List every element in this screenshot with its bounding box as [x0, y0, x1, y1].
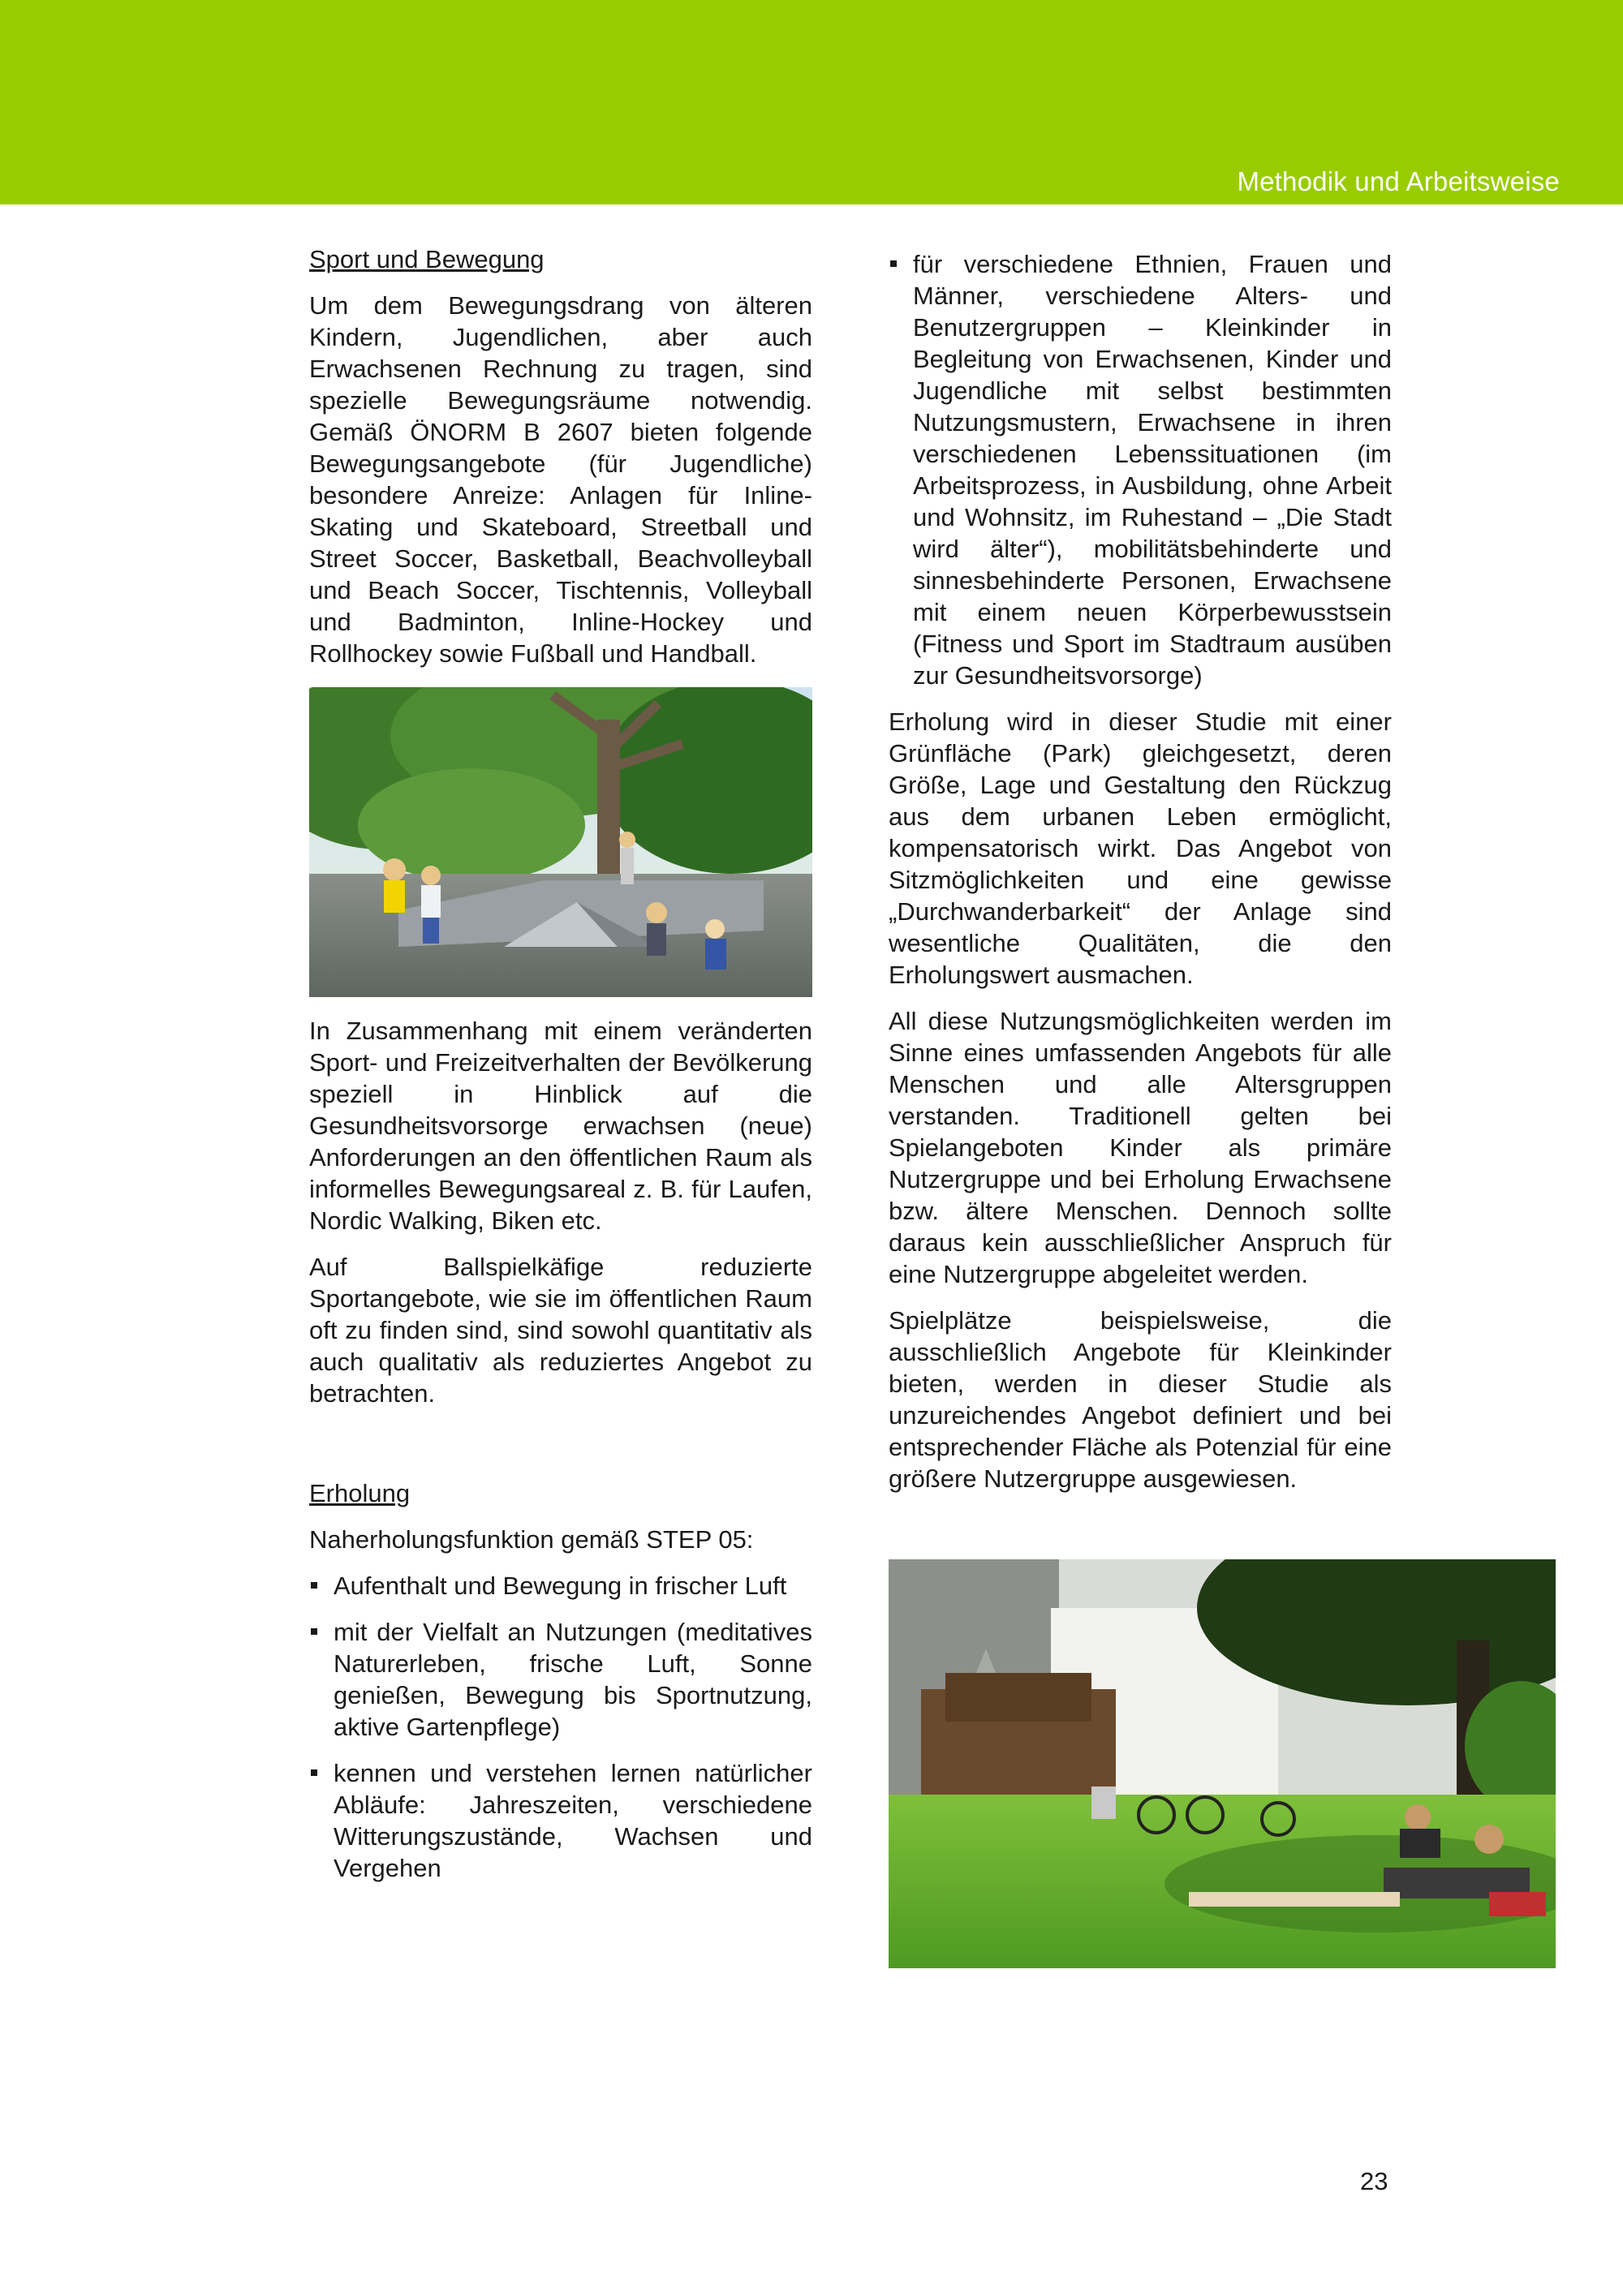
- sport-paragraph: Um dem Bewegungsdrang von älteren Kindern, Jugendlichen, aber auch Erwachsenen Rechnung zu tragen, sind spezielle Bewegungsräume notwendig. Gemäß ÖNORM B 2607 bieten folgende Bewegungsangebote (für Jugendliche) besondere Anreize: Anlagen für Inline-Skating und Skateboard, Streetball und Street Soccer, Basketball, Beachvolleyball und Beach Soccer, Tischtennis, Volleyball und Badminton, Inline-Hockey und Rollhockey sowie Fußball und Handball.: [309, 291, 812, 668]
- erholung-intro: Naherholungsfunktion gemäß STEP 05:: [309, 1525, 754, 1554]
- list-item: Aufenthalt und Bewegung in frischer Luft: [309, 1570, 812, 1602]
- erholung-list: [309, 1570, 812, 1884]
- park-photo: [889, 1559, 1392, 1968]
- paragraph-erholung-definition: Erholung wird in dieser Studie mit einer Grünfläche (Park) gleichgesetzt, deren Größe, Lage und Gestaltung den Rückzug aus dem urbanen Leben ermöglicht, kompensatorisch wirkt. Das Angebot von Sitzmöglichkeiten und eine gewisse „Durchwanderbarkeit“ der Anlage sind wesentliche Qualitäten, die den Erholungswert ausmachen.: [889, 707, 1392, 989]
- section-title: Methodik und Arbeitsweise: [1237, 166, 1560, 196]
- page-number: 23: [1360, 2167, 1388, 2195]
- paragraph-playgrounds: Spielplätze beispielsweise, die ausschließlich Angebote für Kleinkinder bieten, werden in dieser Studie als unzureichendes Angebot definiert und bei entsprechender Fläche als Potenzial für eine größere Nutzergruppe ausgewiesen.: [889, 1306, 1392, 1493]
- list-item: für verschiedene Ethnien, Frauen und Männer, verschiedene Alters- und Benutzergruppen – Kleinkinder in Begleitung von Erwachsenen, Kinder und Jugendliche mit selbst bestimmten Nutzungsmustern, Erwachsene in ihren verschiedenen Lebenssituationen (im Arbeitsprozess, in Ausbildung, ohne Arbeit und Wohnsitz, im Ruhestand – „Die Stadt wird älter“), mobilitätsbehinderte und sinnesbehinderte Personen, Erwachsene mit einem neuen Körperbewusstsein (Fitness und Sport im Stadtraum ausüben zur Gesundheitsvorsorge): [889, 248, 1392, 691]
- erholung-heading: Erholung: [309, 1479, 411, 1507]
- list-item: mit der Vielfalt an Nutzungen (meditatives Naturerleben, frische Luft, Sonne genießen, Bewegung bis Sportnutzung, aktive Gartenpflege): [309, 1616, 812, 1743]
- left-column: [309, 243, 812, 1884]
- right-column: [889, 248, 1392, 1968]
- list-item: kennen und verstehen lernen natürlicher Abläufe: Jahreszeiten, verschiedene Witterungszustände, Wachsen und Vergehen: [309, 1757, 812, 1884]
- paragraph-sport-leisure: In Zusammenhang mit einem veränderten Sport- und Freizeitverhalten der Bevölkerung speziell in Hinblick auf die Gesundheitsvorsorge erwachsen (neue) Anforderungen an den öffentlichen Raum als informelles Bewegungsareal z. B. für Laufen, Nordic Walking, Biken etc.: [309, 1017, 812, 1235]
- paragraph-usage: All diese Nutzungsmöglichkeiten werden im Sinne eines umfassenden Angebots für alle Menschen und alle Altersgruppen verstanden. Traditionell gelten bei Spielangeboten Kinder als primäre Nutzergruppe und bei Erholung Erwachsene bzw. ältere Menschen. Dennoch sollte daraus kein ausschließlicher Anspruch für eine Nutzergruppe abgeleitet werden.: [889, 1007, 1392, 1288]
- skatepark-photo: [309, 687, 812, 997]
- user-groups-list: [889, 248, 1392, 691]
- sport-heading: Sport und Bewegung: [309, 245, 545, 273]
- paragraph-ballcages: Auf Ballspielkäfige reduzierte Sportangebote, wie sie im öffentlichen Raum oft zu finden sind, sind sowohl quantitativ als auch qualitativ als reduziertes Angebot zu betrachten.: [309, 1253, 812, 1408]
